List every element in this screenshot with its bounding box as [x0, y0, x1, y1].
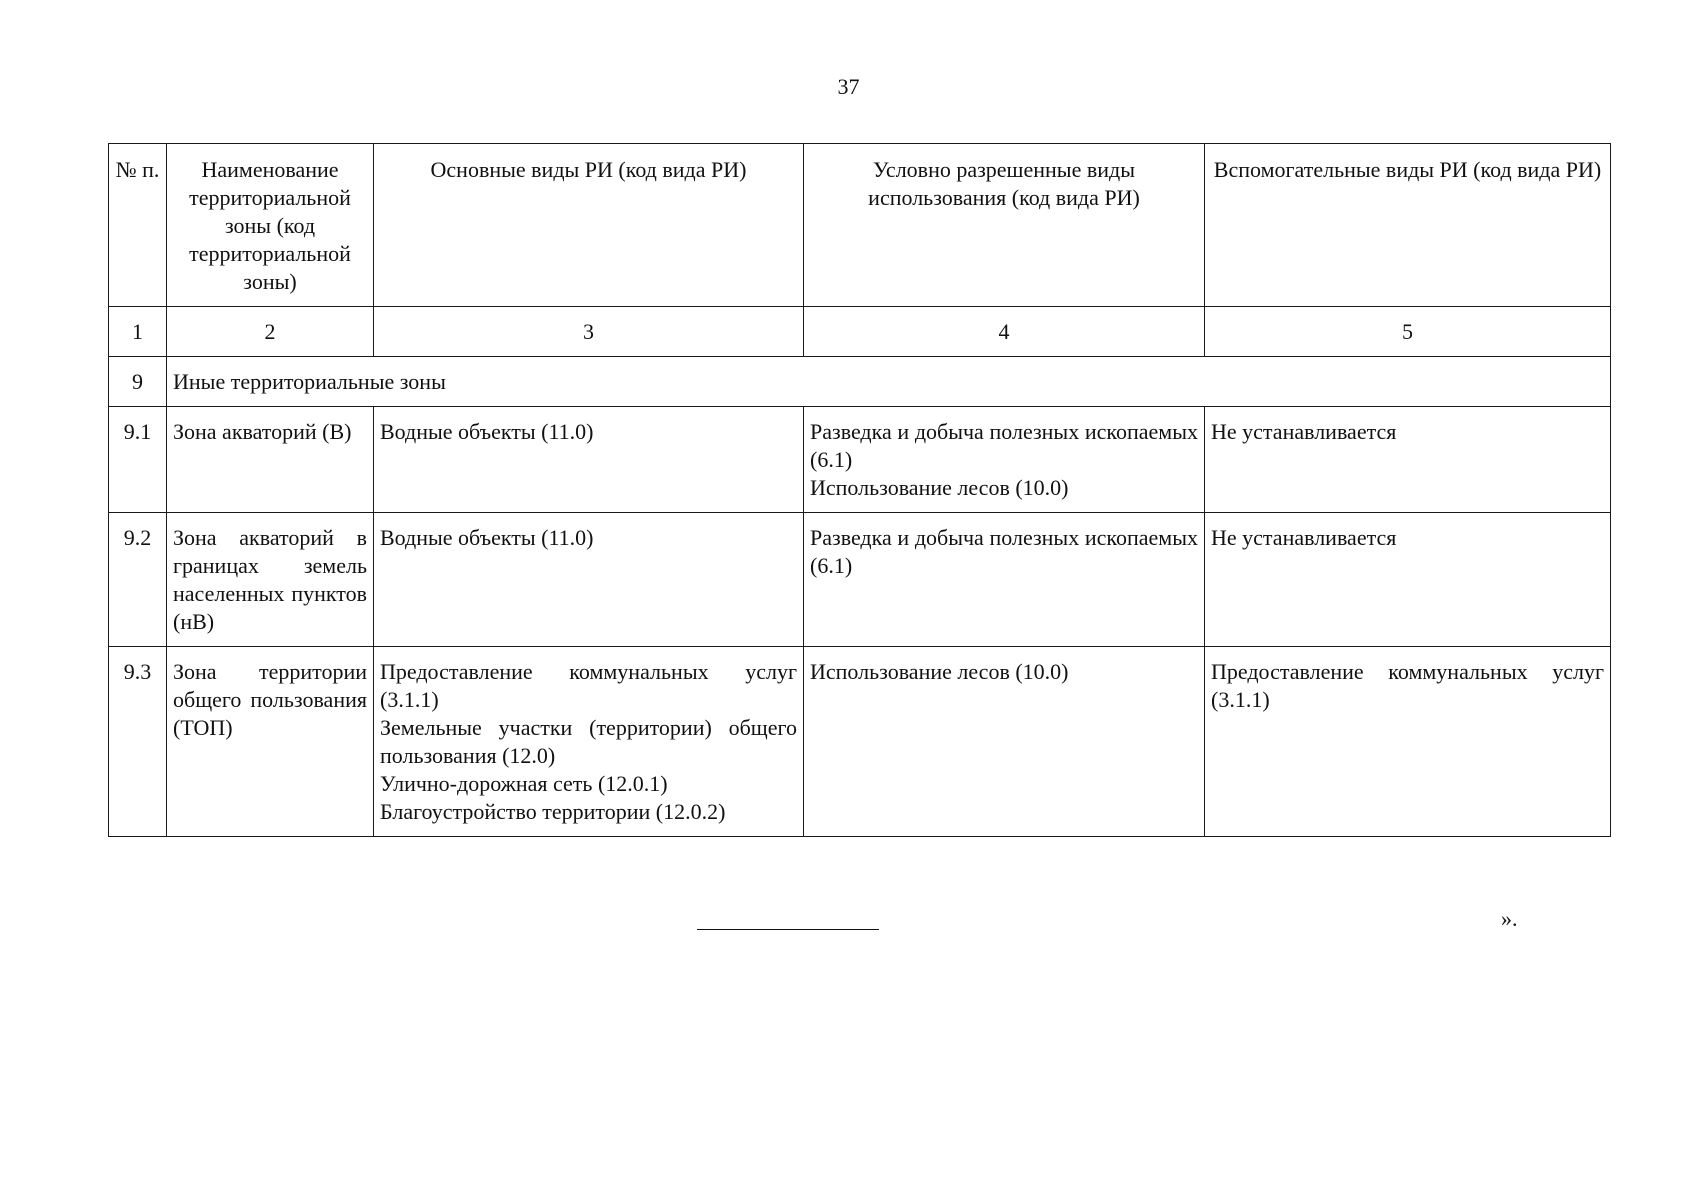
use-item: Предоставление коммунальных услуг (3.1.1) — [1211, 659, 1604, 712]
section-num: 9 — [109, 357, 167, 407]
header-zone: Наименование территориальной зоны (код территориальной зоны) — [167, 144, 374, 307]
header-main: Основные виды РИ (код вида РИ) — [374, 144, 804, 307]
use-item: Использование лесов (10.0) — [810, 475, 1069, 500]
use-item: Разведка и добыча полезных ископаемых (6.1) — [810, 419, 1198, 472]
row-conditional-uses — [804, 647, 1205, 837]
table-row — [109, 407, 1611, 513]
header-row — [109, 144, 1611, 307]
zones-table — [108, 143, 1611, 837]
use-item: Земельные участки (территории) общего пользования (12.0) — [380, 715, 797, 768]
row-num: 9.3 — [109, 647, 167, 837]
use-item: Водные объекты (11.0) — [380, 525, 594, 550]
row-zone: Зона акваторий в границах земель населенных пунктов (нВ) — [167, 513, 374, 647]
header-conditional: Условно разрешенные виды использования (код вида РИ) — [804, 144, 1205, 307]
table-row — [109, 513, 1611, 647]
separator-line — [697, 929, 879, 930]
row-auxiliary-uses — [1205, 647, 1611, 837]
column-number: 2 — [167, 307, 374, 357]
use-item: Разведка и добыча полезных ископаемых (6.1) — [810, 525, 1198, 578]
use-item: Использование лесов (10.0) — [810, 659, 1069, 684]
row-conditional-uses — [804, 513, 1205, 647]
use-item: Не устанавливается — [1211, 525, 1397, 550]
use-item: Водные объекты (11.0) — [380, 419, 594, 444]
page-number: 37 — [837, 74, 860, 99]
use-item: Предоставление коммунальных услуг (3.1.1) — [380, 659, 797, 712]
header-auxiliary: Вспомогательные виды РИ (код вида РИ) — [1205, 144, 1611, 307]
use-item: Благоустройство территории (12.0.2) — [380, 799, 726, 824]
column-number: 4 — [804, 307, 1205, 357]
closing-quote-mark: ». — [1501, 906, 1518, 931]
row-zone: Зона акваторий (В) — [167, 407, 374, 513]
header-num: № п. — [109, 144, 167, 307]
row-auxiliary-uses — [1205, 407, 1611, 513]
column-number: 3 — [374, 307, 804, 357]
section-row — [109, 357, 1611, 407]
row-zone: Зона территории общего пользования (ТОП) — [167, 647, 374, 837]
row-main-uses — [374, 513, 804, 647]
row-num: 9.1 — [109, 407, 167, 513]
row-conditional-uses — [804, 407, 1205, 513]
column-number: 1 — [109, 307, 167, 357]
row-main-uses — [374, 407, 804, 513]
column-number: 5 — [1205, 307, 1611, 357]
column-number-row — [109, 307, 1611, 357]
row-main-uses — [374, 647, 804, 837]
use-item: Улично-дорожная сеть (12.0.1) — [380, 771, 668, 796]
table-row — [109, 647, 1611, 837]
row-num: 9.2 — [109, 513, 167, 647]
use-item: Не устанавливается — [1211, 419, 1397, 444]
row-auxiliary-uses — [1205, 513, 1611, 647]
section-title: Иные территориальные зоны — [167, 357, 1611, 407]
